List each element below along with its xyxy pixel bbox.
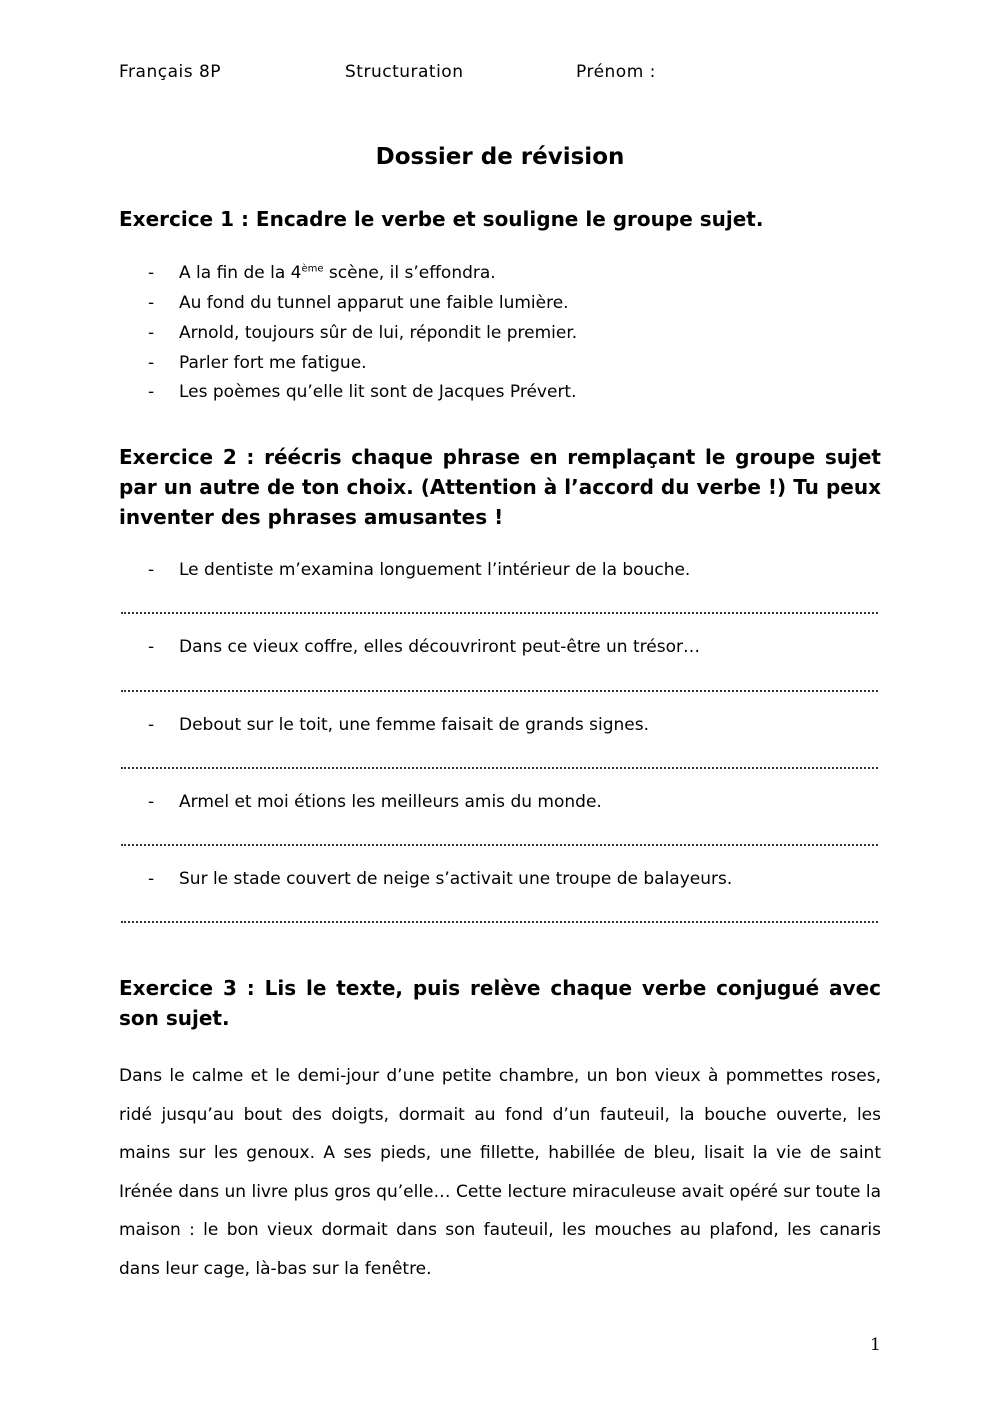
answer-line[interactable] — [121, 921, 878, 923]
bullet-dash: - — [148, 869, 155, 889]
answer-line[interactable] — [121, 844, 878, 846]
bullet-dash: - — [148, 792, 155, 812]
sentence-text: Le dentiste m’examina longuement l’intérieur de la bouche. — [179, 560, 691, 580]
sentence-text: Sur le stade couvert de neige s’activait une troupe de balayeurs. — [179, 869, 733, 889]
exercise-1-sentence — [148, 352, 367, 374]
superscript: ème — [301, 263, 324, 275]
bullet-dash: - — [148, 353, 155, 373]
page-title: Dossier de révision — [375, 144, 625, 170]
sentence-text: Debout sur le toit, une femme faisait de grands signes. — [179, 715, 650, 735]
answer-line[interactable] — [121, 690, 878, 692]
topic-label: Structuration — [345, 62, 464, 82]
bullet-dash: - — [148, 382, 155, 402]
answer-line[interactable] — [121, 612, 878, 614]
exercise-2-heading: Exercice 2 : réécris chaque phrase en remplaçant le groupe sujet par un autre de ton choix. (Attention à l’accord du verbe !) Tu peux inventer des phrases amusantes ! — [119, 445, 881, 529]
exercise-2-sentence — [148, 559, 690, 581]
bullet-dash: - — [148, 293, 155, 313]
exercise-2-sentence — [148, 636, 700, 658]
bullet-dash: - — [148, 263, 155, 283]
reading-text: Dans le calme et le demi-jour d’une petite chambre, un bon vieux à pommettes roses, ridé jusqu’au bout des doigts, dormait au fond d’un fauteuil, la bouche ouverte, les mains sur les genoux. A ses pieds, une fillette, habillée de bleu, lisait la vie de saint Irénée dans un livre plus gros qu’elle… Cette lecture miraculeuse avait opéré sur toute la maison : le bon vieux dormait dans son fauteuil, les mouches au plafond, les canaris dans leur cage, là-bas sur la fenêtre. — [119, 1066, 881, 1279]
exercise-2-sentence — [148, 868, 732, 890]
page-number: 1 — [870, 1335, 881, 1355]
sentence-text: Au fond du tunnel apparut une faible lumière. — [179, 293, 569, 313]
sentence-text: A la fin de la 4 — [179, 263, 302, 283]
bullet-dash: - — [148, 323, 155, 343]
answer-line[interactable] — [121, 767, 878, 769]
sentence-text: scène, il s’effondra. — [323, 263, 496, 283]
sentence-text: Armel et moi étions les meilleurs amis du monde. — [179, 792, 602, 812]
bullet-dash: - — [148, 560, 155, 580]
name-field-label: Prénom : — [576, 62, 656, 82]
exercise-1-heading: Exercice 1 : Encadre le verbe et souligne le groupe sujet. — [119, 207, 764, 231]
exercise-2-sentence — [148, 714, 649, 736]
sentence-text: Arnold, toujours sûr de lui, répondit le premier. — [179, 323, 578, 343]
bullet-dash: - — [148, 637, 155, 657]
sentence-text: Dans ce vieux coffre, elles découvriront peut-être un trésor… — [179, 637, 700, 657]
bullet-dash: - — [148, 715, 155, 735]
exercise-3-heading: Exercice 3 : Lis le texte, puis relève chaque verbe conjugué avec son sujet. — [119, 976, 881, 1030]
subject-label: Français 8P — [119, 62, 222, 82]
sentence-text: Les poèmes qu’elle lit sont de Jacques Prévert. — [179, 382, 577, 402]
sentence-text: Parler fort me fatigue. — [179, 353, 367, 373]
exercise-1-sentence — [148, 262, 496, 284]
exercise-1-sentence — [148, 381, 577, 403]
exercise-1-sentence — [148, 292, 569, 314]
exercise-1-sentence — [148, 322, 577, 344]
exercise-2-sentence — [148, 791, 602, 813]
